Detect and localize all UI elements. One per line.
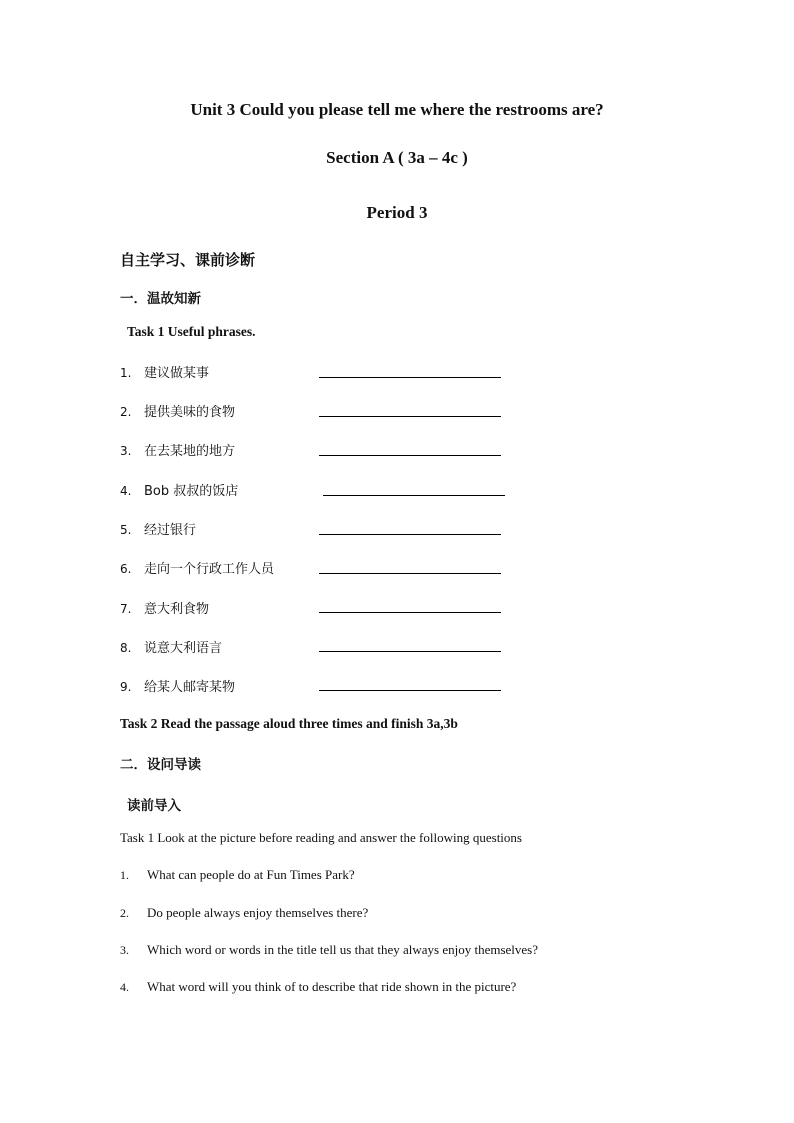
phrase-item (120, 676, 235, 695)
question-text: What word will you think of to describe that ride shown in the picture? (147, 979, 517, 994)
answer-blank[interactable] (319, 377, 501, 378)
phrase-number: 5. (120, 523, 132, 537)
phrase-number: 3. (120, 444, 132, 458)
phrase-text: 说意大利语言 (144, 641, 223, 656)
phrase-item (120, 362, 209, 381)
phrase-number: 9. (120, 680, 132, 694)
period-title: Period 3 (366, 203, 428, 222)
pre-reading-heading: 读前导入 (127, 798, 181, 814)
phrase-number: 4. (120, 484, 132, 498)
question-item (120, 905, 368, 921)
phrase-text: 提供美味的食物 (144, 405, 236, 420)
phrase-text: 给某人邮寄某物 (144, 680, 236, 695)
question-text: Do people always enjoy themselves there? (147, 905, 369, 920)
phrase-number: 6. (120, 562, 132, 576)
part1-heading: 一．温故知新 (120, 291, 201, 307)
task2-title: Task 2 Read the passage aloud three times and finish 3a,3b (120, 716, 458, 731)
question-number: 1. (120, 868, 129, 882)
question-number: 3. (120, 943, 129, 957)
question-text: Which word or words in the title tell us that they always enjoy themselves? (147, 942, 538, 957)
task1-title: Task 1 Useful phrases. (127, 324, 256, 339)
phrase-number: 1. (120, 366, 132, 380)
phrase-item (120, 558, 274, 577)
phrase-item (120, 637, 222, 656)
answer-blank[interactable] (319, 455, 501, 456)
answer-blank[interactable] (319, 416, 501, 417)
phrase-item (120, 598, 209, 617)
question-number: 4. (120, 980, 129, 994)
question-item (120, 942, 538, 958)
part2-heading: 二．设问导读 (120, 757, 201, 773)
phrase-item (120, 480, 238, 499)
question-number: 2. (120, 906, 129, 920)
phrase-text: 在去某地的地方 (144, 444, 236, 459)
part2-task1-title: Task 1 Look at the picture before reading and answer the following questions (120, 830, 522, 845)
section-title: Section A ( 3a – 4c ) (326, 148, 468, 167)
answer-blank[interactable] (323, 495, 505, 496)
answer-blank[interactable] (319, 612, 501, 613)
phrase-item (120, 440, 235, 459)
answer-blank[interactable] (319, 690, 501, 691)
phrase-text: 建议做某事 (144, 366, 210, 381)
answer-blank[interactable] (319, 534, 501, 535)
question-item (120, 867, 355, 883)
phrase-number: 2. (120, 405, 132, 419)
question-item (120, 979, 516, 995)
phrase-number: 7. (120, 602, 132, 616)
phrase-text: 经过银行 (144, 523, 197, 538)
answer-blank[interactable] (319, 573, 501, 574)
self-study-heading: 自主学习、课前诊断 (120, 251, 256, 269)
phrase-number: 8. (120, 641, 132, 655)
phrase-text: 意大利食物 (144, 602, 210, 617)
unit-title: Unit 3 Could you please tell me where the restrooms are? (190, 100, 604, 119)
phrase-item (120, 401, 235, 420)
phrase-text: Bob 叔叔的饭店 (144, 484, 239, 499)
phrase-item (120, 519, 196, 538)
phrase-text: 走向一个行政工作人员 (144, 562, 275, 577)
question-text: What can people do at Fun Times Park? (147, 867, 355, 882)
answer-blank[interactable] (319, 651, 501, 652)
